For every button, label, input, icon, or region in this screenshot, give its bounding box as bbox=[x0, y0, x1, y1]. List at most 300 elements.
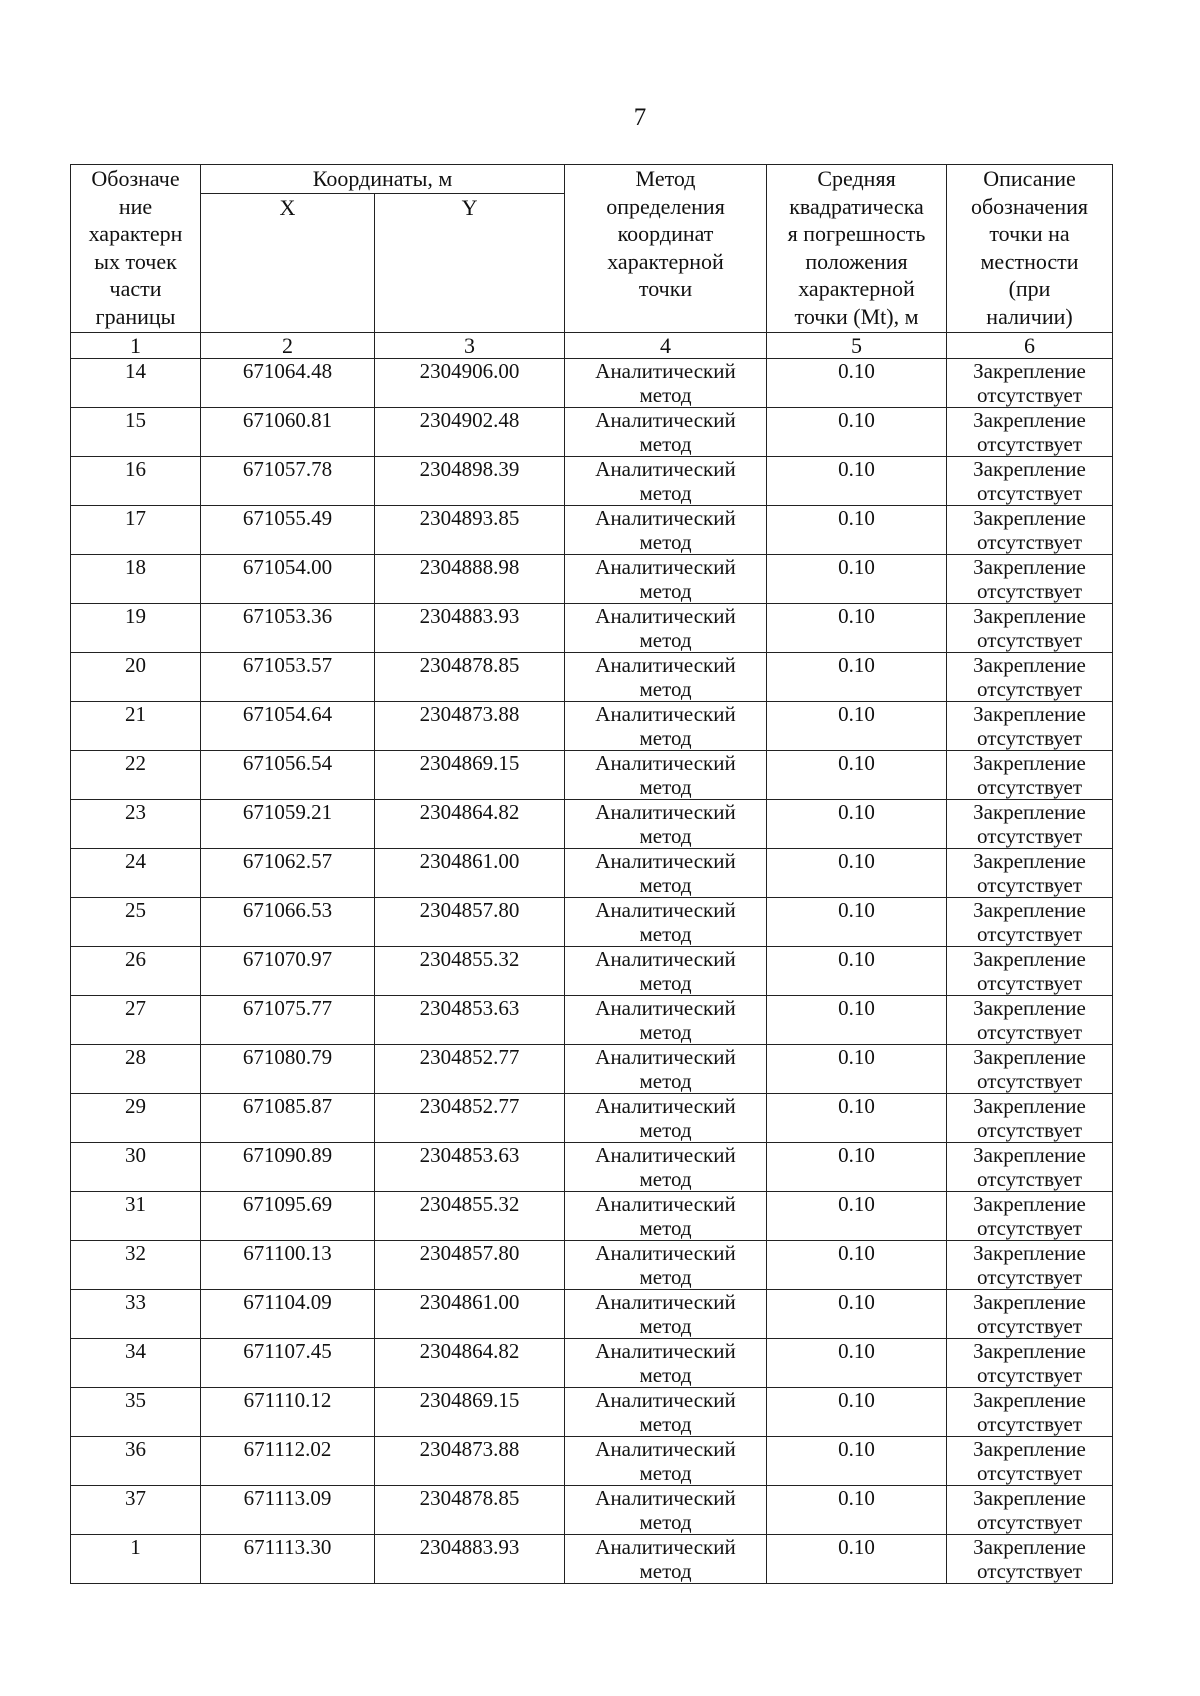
cell-y: 2304873.88 bbox=[375, 701, 565, 750]
table-row bbox=[71, 1436, 1113, 1485]
cell-point: 25 bbox=[71, 897, 201, 946]
cell-y: 2304883.93 bbox=[375, 603, 565, 652]
cell-error: 0.10 bbox=[767, 799, 947, 848]
table-row bbox=[71, 652, 1113, 701]
cell-point: 23 bbox=[71, 799, 201, 848]
cell-method-line: Аналитический bbox=[595, 701, 736, 726]
cell-x: 671059.21 bbox=[201, 799, 375, 848]
cell-method bbox=[565, 848, 767, 897]
cell-description-line: отсутствует bbox=[976, 382, 1083, 407]
cell-description-line: Закрепление bbox=[973, 652, 1086, 677]
cell-method-line: Аналитический bbox=[595, 750, 736, 775]
cell-x: 671113.30 bbox=[201, 1534, 375, 1583]
cell-description bbox=[947, 848, 1113, 897]
table-body bbox=[71, 358, 1113, 1583]
cell-method-line: Аналитический bbox=[595, 1338, 736, 1363]
cell-method-line: Аналитический bbox=[595, 652, 736, 677]
table-row bbox=[71, 897, 1113, 946]
cell-x: 671056.54 bbox=[201, 750, 375, 799]
cell-method bbox=[565, 505, 767, 554]
header-point-line: ых точек bbox=[94, 248, 177, 274]
cell-point: 33 bbox=[71, 1289, 201, 1338]
cell-description-line: Закрепление bbox=[973, 799, 1086, 824]
cell-method bbox=[565, 603, 767, 652]
cell-description-line: Закрепление bbox=[973, 603, 1086, 628]
header-error bbox=[767, 165, 947, 333]
cell-method-line: метод bbox=[639, 1362, 692, 1387]
cell-y: 2304864.82 bbox=[375, 799, 565, 848]
cell-description-line: отсутствует bbox=[976, 1509, 1083, 1534]
cell-description-line: отсутствует bbox=[976, 676, 1083, 701]
cell-description bbox=[947, 1191, 1113, 1240]
cell-description-line: отсутствует bbox=[976, 725, 1083, 750]
header-coordinates: Координаты, м bbox=[201, 165, 565, 194]
cell-method-line: Аналитический bbox=[595, 848, 736, 873]
cell-method bbox=[565, 946, 767, 995]
header-x: X bbox=[201, 193, 375, 332]
cell-method-line: метод bbox=[639, 431, 692, 456]
cell-description-line: Закрепление bbox=[973, 946, 1086, 971]
column-number: 2 bbox=[201, 332, 375, 358]
header-description-line: наличии) bbox=[986, 303, 1073, 329]
cell-method bbox=[565, 456, 767, 505]
cell-error: 0.10 bbox=[767, 1240, 947, 1289]
coordinates-table bbox=[70, 164, 1113, 1584]
header-description-line: Описание bbox=[983, 166, 1076, 191]
cell-error: 0.10 bbox=[767, 1436, 947, 1485]
table-row bbox=[71, 701, 1113, 750]
cell-method-line: Аналитический bbox=[595, 1093, 736, 1118]
table-row bbox=[71, 848, 1113, 897]
cell-error: 0.10 bbox=[767, 897, 947, 946]
cell-y: 2304893.85 bbox=[375, 505, 565, 554]
cell-point: 35 bbox=[71, 1387, 201, 1436]
cell-x: 671070.97 bbox=[201, 946, 375, 995]
cell-error: 0.10 bbox=[767, 750, 947, 799]
cell-error: 0.10 bbox=[767, 848, 947, 897]
cell-method-line: Аналитический bbox=[595, 1534, 736, 1559]
cell-description-line: отсутствует bbox=[976, 1166, 1083, 1191]
cell-method bbox=[565, 701, 767, 750]
cell-method bbox=[565, 554, 767, 603]
cell-method-line: метод bbox=[639, 578, 692, 603]
cell-y: 2304857.80 bbox=[375, 1240, 565, 1289]
header-method-line: характерной bbox=[607, 248, 724, 274]
cell-x: 671100.13 bbox=[201, 1240, 375, 1289]
column-number: 1 bbox=[71, 332, 201, 358]
cell-error: 0.10 bbox=[767, 603, 947, 652]
cell-method bbox=[565, 652, 767, 701]
cell-method-line: метод bbox=[639, 1411, 692, 1436]
cell-description-line: Закрепление bbox=[973, 1436, 1086, 1461]
column-number: 3 bbox=[375, 332, 565, 358]
cell-description bbox=[947, 1289, 1113, 1338]
cell-error: 0.10 bbox=[767, 1289, 947, 1338]
table-row bbox=[71, 407, 1113, 456]
cell-x: 671112.02 bbox=[201, 1436, 375, 1485]
cell-point: 19 bbox=[71, 603, 201, 652]
cell-description-line: отсутствует bbox=[976, 1411, 1083, 1436]
cell-method-line: метод bbox=[639, 872, 692, 897]
cell-point: 37 bbox=[71, 1485, 201, 1534]
cell-method-line: Аналитический bbox=[595, 1387, 736, 1412]
cell-y: 2304878.85 bbox=[375, 652, 565, 701]
cell-description-line: Закрепление bbox=[973, 456, 1086, 481]
cell-point: 20 bbox=[71, 652, 201, 701]
cell-x: 671113.09 bbox=[201, 1485, 375, 1534]
table-row bbox=[71, 799, 1113, 848]
cell-description bbox=[947, 1338, 1113, 1387]
cell-description-line: отсутствует bbox=[976, 1117, 1083, 1142]
cell-description bbox=[947, 701, 1113, 750]
cell-method-line: метод bbox=[639, 1460, 692, 1485]
header-point-line: части bbox=[109, 276, 162, 302]
table-row bbox=[71, 505, 1113, 554]
cell-x: 671053.57 bbox=[201, 652, 375, 701]
cell-method bbox=[565, 1191, 767, 1240]
cell-method bbox=[565, 799, 767, 848]
cell-description-line: Закрепление bbox=[973, 897, 1086, 922]
table-row bbox=[71, 1485, 1113, 1534]
cell-point: 14 bbox=[71, 358, 201, 407]
cell-y: 2304853.63 bbox=[375, 995, 565, 1044]
cell-y: 2304852.77 bbox=[375, 1093, 565, 1142]
cell-method-line: Аналитический bbox=[595, 603, 736, 628]
cell-error: 0.10 bbox=[767, 1534, 947, 1583]
table-row bbox=[71, 1093, 1113, 1142]
cell-description-line: отсутствует bbox=[976, 431, 1083, 456]
cell-method bbox=[565, 1142, 767, 1191]
cell-method bbox=[565, 1485, 767, 1534]
cell-method-line: Аналитический bbox=[595, 1142, 736, 1167]
cell-x: 671066.53 bbox=[201, 897, 375, 946]
cell-description bbox=[947, 358, 1113, 407]
cell-description-line: отсутствует bbox=[976, 1068, 1083, 1093]
cell-method-line: Аналитический bbox=[595, 897, 736, 922]
cell-method-line: Аналитический bbox=[595, 946, 736, 971]
cell-method-line: Аналитический bbox=[595, 456, 736, 481]
cell-description-line: отсутствует bbox=[976, 1460, 1083, 1485]
cell-point: 31 bbox=[71, 1191, 201, 1240]
cell-description-line: Закрепление bbox=[973, 1534, 1086, 1559]
table-row bbox=[71, 554, 1113, 603]
cell-description-line: отсутствует bbox=[976, 823, 1083, 848]
cell-description bbox=[947, 1142, 1113, 1191]
header-error-line: положения bbox=[805, 248, 908, 274]
cell-point: 36 bbox=[71, 1436, 201, 1485]
cell-error: 0.10 bbox=[767, 995, 947, 1044]
cell-y: 2304906.00 bbox=[375, 358, 565, 407]
header-point-line: характерн bbox=[88, 221, 183, 247]
cell-method-line: метод bbox=[639, 676, 692, 701]
cell-y: 2304855.32 bbox=[375, 946, 565, 995]
cell-x: 671075.77 bbox=[201, 995, 375, 1044]
cell-method-line: метод bbox=[639, 1117, 692, 1142]
header-description-line: точки на bbox=[989, 221, 1070, 247]
cell-y: 2304888.98 bbox=[375, 554, 565, 603]
cell-description bbox=[947, 995, 1113, 1044]
cell-description-line: отсутствует bbox=[976, 774, 1083, 799]
cell-error: 0.10 bbox=[767, 554, 947, 603]
cell-x: 671064.48 bbox=[201, 358, 375, 407]
cell-method bbox=[565, 1044, 767, 1093]
table-header bbox=[71, 165, 1113, 359]
cell-error: 0.10 bbox=[767, 1485, 947, 1534]
cell-description-line: Закрепление bbox=[973, 1338, 1086, 1363]
cell-point: 22 bbox=[71, 750, 201, 799]
cell-error: 0.10 bbox=[767, 1191, 947, 1240]
cell-method-line: Аналитический bbox=[595, 799, 736, 824]
column-number: 5 bbox=[767, 332, 947, 358]
cell-y: 2304852.77 bbox=[375, 1044, 565, 1093]
cell-description-line: Закрепление bbox=[973, 1142, 1086, 1167]
table-row bbox=[71, 750, 1113, 799]
cell-description bbox=[947, 603, 1113, 652]
cell-method-line: Аналитический bbox=[595, 995, 736, 1020]
cell-x: 671085.87 bbox=[201, 1093, 375, 1142]
header-description-line: (при bbox=[1008, 276, 1051, 302]
header-y: Y bbox=[375, 193, 565, 332]
cell-description-line: отсутствует bbox=[976, 480, 1083, 505]
cell-description-line: отсутствует bbox=[976, 627, 1083, 652]
cell-x: 671062.57 bbox=[201, 848, 375, 897]
header-description bbox=[947, 165, 1113, 333]
table-row bbox=[71, 1338, 1113, 1387]
header-point-line: границы bbox=[95, 303, 176, 329]
cell-y: 2304873.88 bbox=[375, 1436, 565, 1485]
header-point bbox=[71, 165, 201, 333]
cell-description bbox=[947, 456, 1113, 505]
cell-error: 0.10 bbox=[767, 946, 947, 995]
table-row bbox=[71, 1289, 1113, 1338]
cell-error: 0.10 bbox=[767, 652, 947, 701]
cell-description bbox=[947, 1387, 1113, 1436]
page-number: 7 bbox=[633, 104, 647, 131]
cell-error: 0.10 bbox=[767, 1044, 947, 1093]
cell-method-line: Аналитический bbox=[595, 1289, 736, 1314]
cell-method-line: метод bbox=[639, 480, 692, 505]
cell-point: 32 bbox=[71, 1240, 201, 1289]
cell-error: 0.10 bbox=[767, 407, 947, 456]
cell-x: 671054.00 bbox=[201, 554, 375, 603]
cell-description bbox=[947, 407, 1113, 456]
cell-method bbox=[565, 897, 767, 946]
column-number: 6 bbox=[947, 332, 1113, 358]
header-error-line: характерной bbox=[798, 276, 915, 302]
cell-error: 0.10 bbox=[767, 358, 947, 407]
cell-x: 671057.78 bbox=[201, 456, 375, 505]
cell-method bbox=[565, 995, 767, 1044]
cell-description-line: Закрепление bbox=[973, 1240, 1086, 1265]
cell-method bbox=[565, 750, 767, 799]
cell-method-line: метод bbox=[639, 1509, 692, 1534]
table-row bbox=[71, 1044, 1113, 1093]
cell-description bbox=[947, 1044, 1113, 1093]
cell-description-line: отсутствует bbox=[976, 1558, 1083, 1583]
cell-y: 2304861.00 bbox=[375, 1289, 565, 1338]
cell-description-line: Закрепление bbox=[973, 848, 1086, 873]
cell-x: 671054.64 bbox=[201, 701, 375, 750]
header-error-line: точки (Mt), м bbox=[794, 303, 919, 329]
cell-description-line: отсутствует bbox=[976, 1362, 1083, 1387]
cell-error: 0.10 bbox=[767, 456, 947, 505]
cell-method bbox=[565, 1534, 767, 1583]
header-error-line: Средняя bbox=[817, 166, 896, 191]
cell-point: 15 bbox=[71, 407, 201, 456]
cell-description-line: отсутствует bbox=[976, 578, 1083, 603]
cell-point: 24 bbox=[71, 848, 201, 897]
cell-method bbox=[565, 358, 767, 407]
cell-description-line: Закрепление bbox=[973, 1093, 1086, 1118]
header-method-line: Метод bbox=[635, 166, 696, 191]
cell-y: 2304853.63 bbox=[375, 1142, 565, 1191]
cell-method-line: метод bbox=[639, 1264, 692, 1289]
cell-error: 0.10 bbox=[767, 1093, 947, 1142]
cell-method-line: Аналитический bbox=[595, 1485, 736, 1510]
header-error-line: я погрешность bbox=[787, 221, 926, 247]
cell-y: 2304878.85 bbox=[375, 1485, 565, 1534]
cell-x: 671090.89 bbox=[201, 1142, 375, 1191]
cell-method-line: метод bbox=[639, 1215, 692, 1240]
cell-description bbox=[947, 799, 1113, 848]
header-point-line: Обозначе bbox=[91, 166, 180, 191]
cell-x: 671053.36 bbox=[201, 603, 375, 652]
cell-y: 2304898.39 bbox=[375, 456, 565, 505]
cell-description-line: Закрепление bbox=[973, 358, 1086, 383]
cell-y: 2304857.80 bbox=[375, 897, 565, 946]
cell-point: 28 bbox=[71, 1044, 201, 1093]
cell-method-line: Аналитический bbox=[595, 554, 736, 579]
table-row bbox=[71, 1142, 1113, 1191]
cell-y: 2304864.82 bbox=[375, 1338, 565, 1387]
cell-method-line: метод bbox=[639, 382, 692, 407]
cell-x: 671080.79 bbox=[201, 1044, 375, 1093]
cell-description bbox=[947, 897, 1113, 946]
cell-point: 34 bbox=[71, 1338, 201, 1387]
cell-method-line: Аналитический bbox=[595, 1436, 736, 1461]
cell-method-line: метод bbox=[639, 1313, 692, 1338]
table-row bbox=[71, 1191, 1113, 1240]
cell-method bbox=[565, 1240, 767, 1289]
cell-point: 21 bbox=[71, 701, 201, 750]
cell-x: 671095.69 bbox=[201, 1191, 375, 1240]
cell-description-line: Закрепление bbox=[973, 1044, 1086, 1069]
table-row bbox=[71, 1240, 1113, 1289]
cell-description-line: отсутствует bbox=[976, 921, 1083, 946]
cell-method bbox=[565, 1093, 767, 1142]
cell-method-line: метод bbox=[639, 1558, 692, 1583]
cell-description-line: отсутствует bbox=[976, 1215, 1083, 1240]
cell-y: 2304869.15 bbox=[375, 750, 565, 799]
table-row bbox=[71, 358, 1113, 407]
table-row bbox=[71, 995, 1113, 1044]
cell-description bbox=[947, 1240, 1113, 1289]
cell-method bbox=[565, 1289, 767, 1338]
cell-y: 2304883.93 bbox=[375, 1534, 565, 1583]
cell-error: 0.10 bbox=[767, 1142, 947, 1191]
cell-method-line: метод bbox=[639, 921, 692, 946]
cell-description bbox=[947, 652, 1113, 701]
header-description-line: обозначения bbox=[970, 193, 1089, 219]
cell-point: 27 bbox=[71, 995, 201, 1044]
cell-description-line: Закрепление bbox=[973, 505, 1086, 530]
header-error-line: квадратическа bbox=[789, 193, 924, 219]
cell-x: 671104.09 bbox=[201, 1289, 375, 1338]
cell-description bbox=[947, 1485, 1113, 1534]
cell-point: 26 bbox=[71, 946, 201, 995]
cell-description bbox=[947, 505, 1113, 554]
cell-description-line: Закрепление bbox=[973, 407, 1086, 432]
header-point-line: ние bbox=[118, 193, 153, 219]
cell-description bbox=[947, 1534, 1113, 1583]
cell-method-line: Аналитический bbox=[595, 358, 736, 383]
cell-method-line: метод bbox=[639, 823, 692, 848]
column-number-row bbox=[71, 332, 1113, 358]
cell-point: 30 bbox=[71, 1142, 201, 1191]
cell-error: 0.10 bbox=[767, 505, 947, 554]
cell-description-line: отсутствует bbox=[976, 872, 1083, 897]
cell-description-line: Закрепление bbox=[973, 995, 1086, 1020]
cell-description bbox=[947, 1093, 1113, 1142]
column-number: 4 bbox=[565, 332, 767, 358]
cell-error: 0.10 bbox=[767, 1387, 947, 1436]
cell-error: 0.10 bbox=[767, 701, 947, 750]
cell-description-line: отсутствует bbox=[976, 1313, 1083, 1338]
table-row bbox=[71, 946, 1113, 995]
cell-method-line: Аналитический bbox=[595, 505, 736, 530]
table-row bbox=[71, 1534, 1113, 1583]
cell-y: 2304869.15 bbox=[375, 1387, 565, 1436]
cell-description-line: отсутствует bbox=[976, 1264, 1083, 1289]
cell-x: 671055.49 bbox=[201, 505, 375, 554]
cell-description-line: отсутствует bbox=[976, 970, 1083, 995]
table-row bbox=[71, 1387, 1113, 1436]
cell-method bbox=[565, 1387, 767, 1436]
cell-description bbox=[947, 1436, 1113, 1485]
cell-point: 1 bbox=[71, 1534, 201, 1583]
cell-method bbox=[565, 407, 767, 456]
cell-method-line: Аналитический bbox=[595, 1191, 736, 1216]
cell-error: 0.10 bbox=[767, 1338, 947, 1387]
cell-description-line: отсутствует bbox=[976, 529, 1083, 554]
cell-description-line: отсутствует bbox=[976, 1019, 1083, 1044]
cell-method-line: метод bbox=[639, 1166, 692, 1191]
cell-description bbox=[947, 946, 1113, 995]
cell-method-line: метод bbox=[639, 627, 692, 652]
cell-method-line: метод bbox=[639, 1068, 692, 1093]
cell-point: 17 bbox=[71, 505, 201, 554]
header-method-line: точки bbox=[638, 276, 693, 302]
cell-description-line: Закрепление bbox=[973, 1289, 1086, 1314]
cell-point: 18 bbox=[71, 554, 201, 603]
cell-description bbox=[947, 750, 1113, 799]
cell-description bbox=[947, 554, 1113, 603]
cell-method-line: Аналитический bbox=[595, 1044, 736, 1069]
cell-description-line: Закрепление bbox=[973, 701, 1086, 726]
cell-x: 671107.45 bbox=[201, 1338, 375, 1387]
cell-method-line: метод bbox=[639, 970, 692, 995]
cell-description-line: Закрепление bbox=[973, 1387, 1086, 1412]
header-method-line: определения bbox=[606, 193, 725, 219]
cell-point: 16 bbox=[71, 456, 201, 505]
cell-description-line: Закрепление bbox=[973, 1485, 1086, 1510]
cell-y: 2304902.48 bbox=[375, 407, 565, 456]
table-row bbox=[71, 456, 1113, 505]
cell-description-line: Закрепление bbox=[973, 750, 1086, 775]
cell-description-line: Закрепление bbox=[973, 554, 1086, 579]
header-method bbox=[565, 165, 767, 333]
cell-method-line: метод bbox=[639, 1019, 692, 1044]
